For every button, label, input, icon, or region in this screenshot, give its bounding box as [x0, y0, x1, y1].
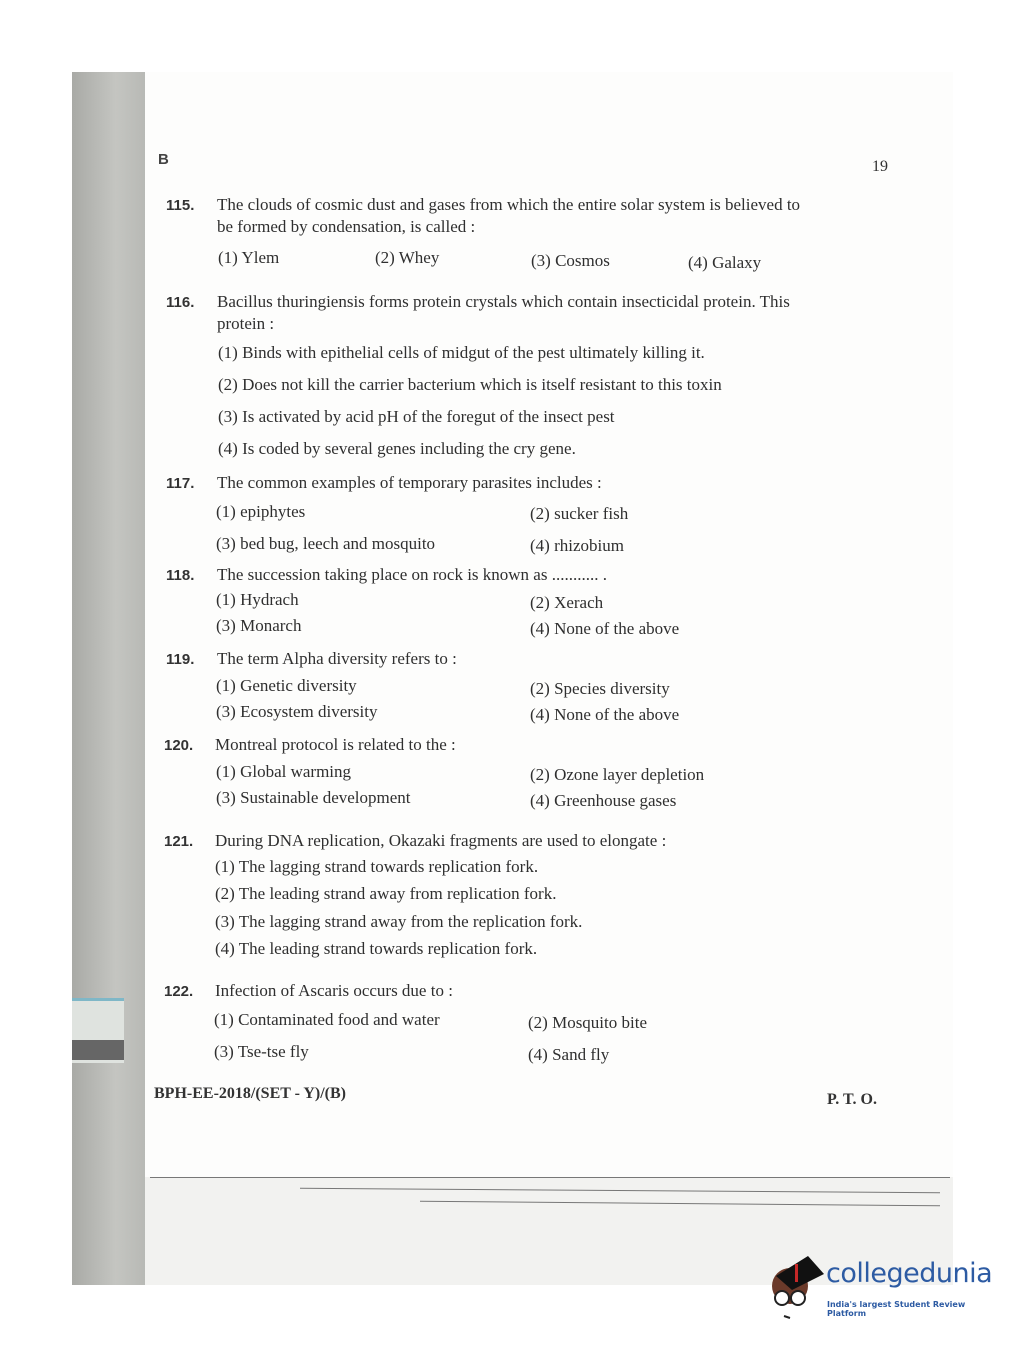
answer-option: (4) rhizobium — [530, 536, 624, 555]
answer-option: (3) Sustainable development — [216, 788, 411, 807]
answer-option: (2) Ozone layer depletion — [530, 765, 705, 784]
scan-artifact-dark — [72, 1040, 124, 1060]
answer-option: (2) Does not kill the carrier bacterium which is itself resistant to this toxin — [218, 375, 722, 394]
answer-option: (1) Binds with epithelial cells of midgut of the pest ultimately killing it. — [218, 343, 705, 362]
question-number: 119. — [166, 651, 195, 668]
mascot-logo-icon — [768, 1254, 826, 1324]
answer-option: (1) Ylem — [218, 248, 280, 267]
question-text: be formed by condensation, is called : — [217, 217, 476, 236]
question-text: Infection of Ascaris occurs due to : — [215, 981, 453, 1000]
answer-option: (3) Is activated by acid pH of the foregut of the insect pest — [218, 407, 615, 426]
answer-option: (1) The lagging strand towards replication fork. — [215, 857, 539, 876]
answer-option: (1) epiphytes — [216, 502, 306, 521]
scanner-edge — [72, 72, 145, 1285]
collegedunia-watermark — [768, 1254, 998, 1324]
answer-option: (4) Is coded by several genes including the cry gene. — [218, 439, 576, 458]
answer-option: (4) Galaxy — [688, 253, 762, 272]
answer-option: (3) The lagging strand away from the replication fork. — [215, 912, 583, 931]
answer-option: (3) Monarch — [216, 616, 302, 635]
question-text: The common examples of temporary parasites includes : — [217, 473, 602, 492]
question-number: 121. — [164, 833, 194, 850]
question-text: The succession taking place on rock is known as ........... . — [217, 565, 607, 584]
page-number: 19 — [872, 158, 888, 175]
answer-option: (2) sucker fish — [530, 504, 629, 523]
answer-option: (2) The leading strand away from replication fork. — [215, 884, 557, 903]
question-text: Bacillus thuringiensis forms protein crystals which contain insecticidal protein. This — [217, 292, 790, 311]
question-number: 120. — [164, 737, 194, 754]
answer-option: (4) Greenhouse gases — [530, 791, 677, 810]
answer-option: (4) Sand fly — [528, 1045, 610, 1064]
answer-option: (2) Xerach — [530, 593, 604, 612]
answer-option: (2) Mosquito bite — [528, 1013, 647, 1032]
paper-code: BPH-EE-2018/(SET - Y)/(B) — [154, 1085, 347, 1102]
question-number: 115. — [166, 197, 195, 214]
answer-option: (3) Tse-tse fly — [214, 1042, 309, 1061]
pto-label: P. T. O. — [827, 1091, 877, 1108]
question-text: The term Alpha diversity refers to : — [217, 649, 457, 668]
answer-option: (1) Global warming — [216, 762, 352, 781]
brand-name: collegedunia — [826, 1258, 993, 1289]
question-number: 117. — [166, 475, 195, 492]
answer-option: (4) The leading strand towards replication fork. — [215, 939, 538, 958]
question-number: 118. — [166, 567, 195, 584]
answer-option: (4) None of the above — [530, 705, 680, 724]
answer-option: (1) Contaminated food and water — [214, 1010, 440, 1029]
answer-option: (3) bed bug, leech and mosquito — [216, 534, 436, 553]
set-letter: B — [158, 151, 169, 168]
question-text: The clouds of cosmic dust and gases from which the entire solar system is believed to — [217, 195, 801, 214]
answer-option: (3) Cosmos — [531, 251, 610, 270]
question-text: During DNA replication, Okazaki fragments are used to elongate : — [215, 831, 667, 850]
answer-option: (4) None of the above — [530, 619, 680, 638]
question-text: protein : — [217, 314, 275, 333]
answer-option: (2) Species diversity — [530, 679, 670, 698]
question-text: Montreal protocol is related to the : — [215, 735, 456, 754]
answer-option: (3) Ecosystem diversity — [216, 702, 378, 721]
question-number: 122. — [164, 983, 194, 1000]
question-number: 116. — [166, 294, 195, 311]
brand-tagline: India's largest Student Review Platform — [827, 1300, 966, 1318]
answer-option: (2) Whey — [375, 248, 440, 267]
answer-option: (1) Genetic diversity — [216, 676, 357, 695]
answer-option: (1) Hydrach — [216, 590, 299, 609]
